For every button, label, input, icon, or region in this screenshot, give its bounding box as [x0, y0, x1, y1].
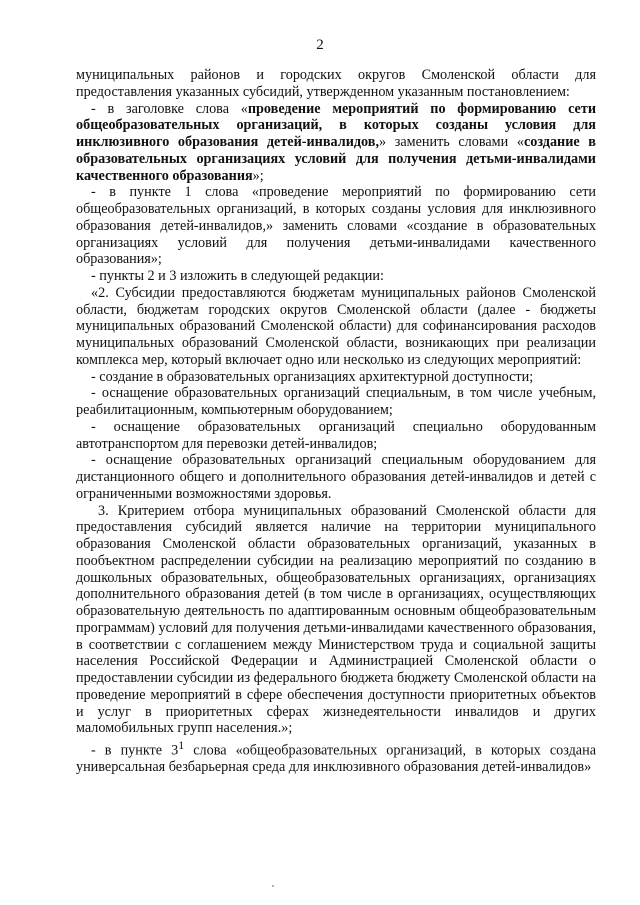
document-body [76, 67, 596, 776]
old-title-text: проведение мероприятий по формированию сети общеобразовательных организаций, в которых созданы условия для инклюзивного образования детей-инвалидов, [76, 100, 596, 150]
text-fragment: » заменить словами « [379, 134, 524, 150]
scan-speck [272, 885, 274, 887]
text-fragment: - в пункте 3 [91, 742, 179, 759]
superscript: 1 [178, 738, 185, 752]
text-fragment: - в заголовке слова « [91, 100, 248, 117]
paragraph-point-3-1-amendment [76, 737, 596, 776]
paragraph-point-1-amendment: - в пункте 1 слова «проведение мероприятий по формированию сети общеобразовательных организаций, в которых созданы условия для инклюзивного образования детей-инвалидов,» заменить словами «создание в образовательных организациях условий для получения детьми-инвалидами качественного образования»; [76, 184, 596, 268]
new-title-text: создание в образовательных организациях условий для получения детьми-инвалидами качественного образования [76, 134, 596, 184]
paragraph-point-2: «2. Субсидии предоставляются бюджетам муниципальных районов Смоленской области, бюджетам городских округов Смоленской области (далее - бюджеты муниципальных образований Смоленской области) для софинансирования расходов муниципальных образований Смоленской области, возникающих при реализации комплекса мер, который включает одно или несколько из следующих мероприятий: [76, 284, 596, 368]
text-fragment: слова «общеобразовательных организаций, в которых создана универсальная безбарьерная среда для инклюзивного образования детей-инвалидов» [76, 742, 596, 776]
text-fragment: »; [252, 167, 264, 184]
list-item-distance-learning: - оснащение образовательных организаций специальным оборудованием для дистанционного общего и дополнительного образования детей-инвалидов и детей с ограниченными возможностями здоровья. [76, 452, 596, 502]
page-number: 2 [316, 37, 324, 53]
list-item-equipment: - оснащение образовательных организаций специальным, в том числе учебным, реабилитационным, компьютерным оборудованием; [76, 385, 596, 418]
list-item-transport: - оснащение образовательных организаций специально оборудованным автотранспортом для перевозки детей-инвалидов; [76, 418, 596, 452]
paragraph-intro: муниципальных районов и городских округов Смоленской области для предоставления указанных субсидий, утвержденном указанным постановлением: [76, 67, 596, 100]
paragraph-points-2-3-header: - пункты 2 и 3 изложить в следующей редакции: [91, 268, 384, 284]
list-item-accessibility: - создание в образовательных организациях архитектурной доступности; [91, 368, 534, 385]
paragraph-title-amendment [76, 101, 596, 185]
paragraph-point-3: 3. Критерием отбора муниципальных образований Смоленской области для предоставления субсидий является наличие на территории муниципального образования Смоленской области образовательных организаций, указанных в пообъектном распределении субсидии на реализацию мероприятий по созданию в дошкольных образовательных, общеобразовательных организациях, организациях дополнительного образования детей (в том числе в организациях, осуществляющих образовательную деятельность по адаптированным основным общеобразовательным программам) условий для получения детьми-инвалидами качественного образования, в соответствии с соглашением между Министерством труда и социальной защиты населения Российской Федерации и Администрацией Смоленской области о предоставлении субсидии из федерального бюджета бюджету Смоленской области на проведение мероприятий в сфере обеспечения доступности приоритетных объектов и услуг в приоритетных сферах жизнедеятельности инвалидов и других маломобильных групп населения.»; [76, 502, 596, 737]
